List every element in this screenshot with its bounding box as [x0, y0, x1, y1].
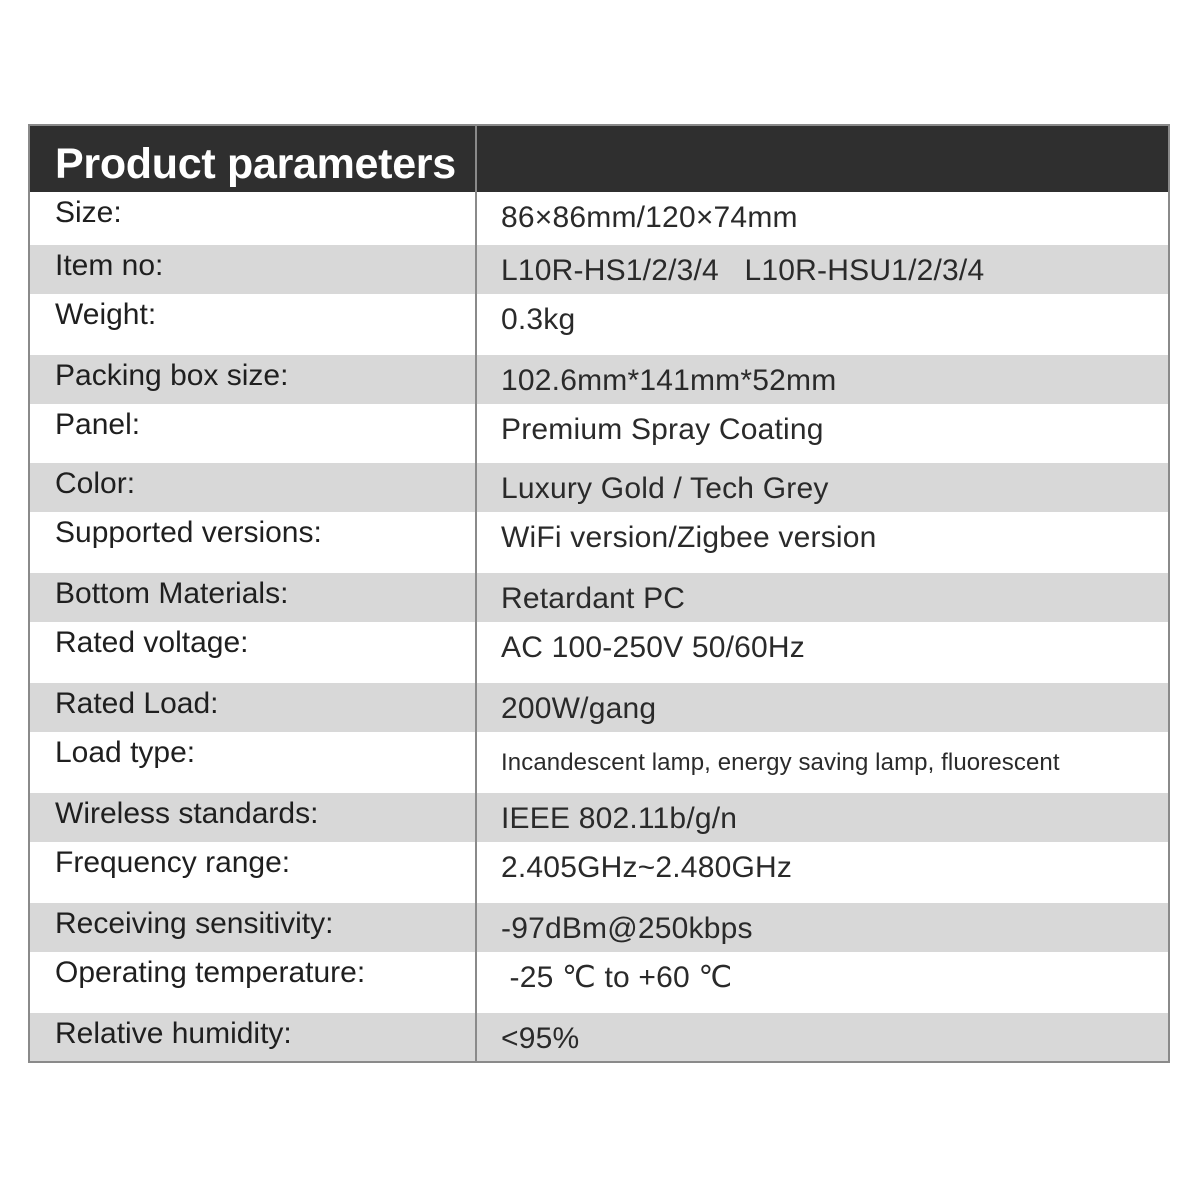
product-parameters-table [28, 124, 1170, 1063]
row-label: Rated voltage: [55, 626, 249, 659]
row-value: 86×86mm/120×74mm [501, 201, 798, 234]
table-header [30, 126, 1168, 192]
row-value: -25 ℃ to +60 ℃ [501, 961, 733, 994]
table-row-rated-load [30, 683, 1168, 732]
table-row-load-type [30, 732, 1168, 793]
row-label: Frequency range: [55, 846, 291, 879]
table-row-receiving-sensitivity [30, 903, 1168, 952]
row-value: L10R-HS1/2/3/4 L10R-HSU1/2/3/4 [501, 254, 985, 287]
row-value: <95% [501, 1022, 580, 1055]
table-row-rated-voltage [30, 622, 1168, 683]
table-row-supported-versions [30, 512, 1168, 573]
row-label: Item no: [55, 249, 164, 282]
row-value: 200W/gang [501, 692, 657, 725]
row-value: Incandescent lamp, energy saving lamp, fluorescent [501, 749, 1060, 776]
table-row-panel [30, 404, 1168, 463]
row-label: Wireless standards: [55, 797, 319, 830]
row-value: IEEE 802.11b/g/n [501, 802, 738, 835]
row-label: Color: [55, 467, 136, 500]
table-row-weight [30, 294, 1168, 355]
row-label: Bottom Materials: [55, 577, 289, 610]
row-label: Supported versions: [55, 516, 322, 549]
table-row-bottom-materials [30, 573, 1168, 622]
table-row-wireless-standards [30, 793, 1168, 842]
row-value: WiFi version/Zigbee version [501, 521, 877, 554]
row-label: Receiving sensitivity: [55, 907, 334, 940]
row-label: Panel: [55, 408, 141, 441]
row-label: Weight: [55, 298, 157, 331]
row-label: Operating temperature: [55, 956, 366, 989]
row-label: Load type: [55, 736, 196, 769]
row-label: Packing box size: [55, 359, 289, 392]
row-value: Luxury Gold / Tech Grey [501, 472, 829, 505]
table-title: Product parameters [55, 140, 456, 188]
row-value: -97dBm@250kbps [501, 912, 753, 945]
table-row-packing-box-size [30, 355, 1168, 404]
row-value: AC 100-250V 50/60Hz [501, 631, 805, 664]
table-row-frequency-range [30, 842, 1168, 903]
column-divider [475, 126, 477, 1061]
row-value: 102.6mm*141mm*52mm [501, 364, 837, 397]
table-row-color [30, 463, 1168, 512]
row-label: Size: [55, 196, 122, 229]
row-value: Retardant PC [501, 582, 686, 615]
table-row-size [30, 192, 1168, 245]
row-value: 2.405GHz~2.480GHz [501, 851, 793, 884]
row-value: 0.3kg [501, 303, 576, 336]
row-label: Rated Load: [55, 687, 219, 720]
table-row-item-no [30, 245, 1168, 294]
table-row-relative-humidity [30, 1013, 1168, 1061]
row-label: Relative humidity: [55, 1017, 292, 1050]
row-value: Premium Spray Coating [501, 413, 824, 446]
table-row-operating-temperature [30, 952, 1168, 1013]
